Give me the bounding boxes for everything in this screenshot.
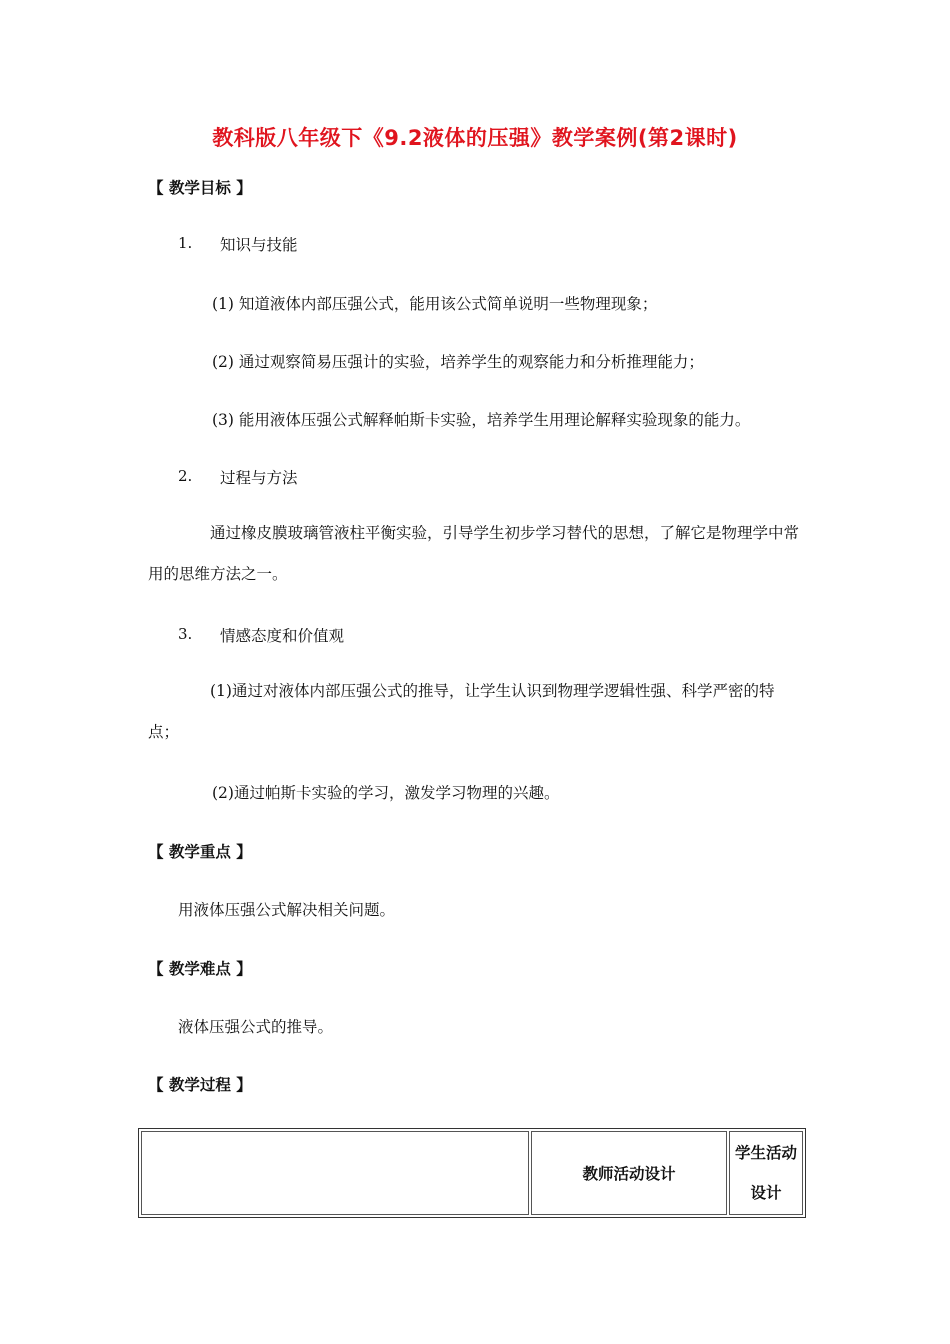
process-heading: 【 教学过程 】	[148, 1076, 252, 1094]
key-points-text: 用液体压强公式解决相关问题。	[178, 901, 396, 919]
objective-1-sub-2: (2) 通过观察简易压强计的实验，培养学生的观察能力和分析推理能力；	[212, 353, 704, 371]
objective-3-sub-1: (1)通过对液体内部压强公式的推导，让学生认识到物理学逻辑性强、科学严密的特点；	[148, 682, 775, 741]
objectives-heading: 【 教学目标 】	[148, 179, 252, 197]
objective-1-number: 1.	[178, 234, 193, 252]
objective-1-sub-1: (1) 知道液体内部压强公式，能用该公式简单说明一些物理现象；	[212, 295, 658, 313]
objective-3-title: 情感态度和价值观	[220, 627, 345, 645]
objective-1-title: 知识与技能	[220, 236, 298, 254]
objective-1-sub-3: (3) 能用液体压强公式解释帕斯卡实验，培养学生用理论解释实验现象的能力。	[212, 411, 751, 429]
difficulties-heading: 【 教学难点 】	[148, 960, 252, 978]
difficulties-text: 液体压强公式的推导。	[178, 1018, 334, 1036]
objective-2-number: 2.	[178, 467, 193, 485]
document-title: 教科版八年级下《9.2液体的压强》教学案例(第2课时)	[212, 126, 738, 150]
teacher-activity-header: 教师活动设计	[531, 1131, 727, 1215]
objective-3-sub-2: (2)通过帕斯卡实验的学习，激发学习物理的兴趣。	[212, 784, 560, 802]
key-points-heading: 【 教学重点 】	[148, 843, 252, 861]
process-table	[138, 1128, 806, 1218]
table-cell-blank	[141, 1131, 529, 1215]
objective-2-paragraph: 通过橡皮膜玻璃管液柱平衡实验，引导学生初步学习替代的思想，了解它是物理学中常用的思维方法之一。	[148, 524, 800, 583]
objective-3-number: 3.	[178, 625, 193, 643]
objective-2-title: 过程与方法	[220, 469, 298, 487]
table-row	[141, 1131, 803, 1215]
student-activity-header: 学生活动设计	[729, 1131, 803, 1215]
